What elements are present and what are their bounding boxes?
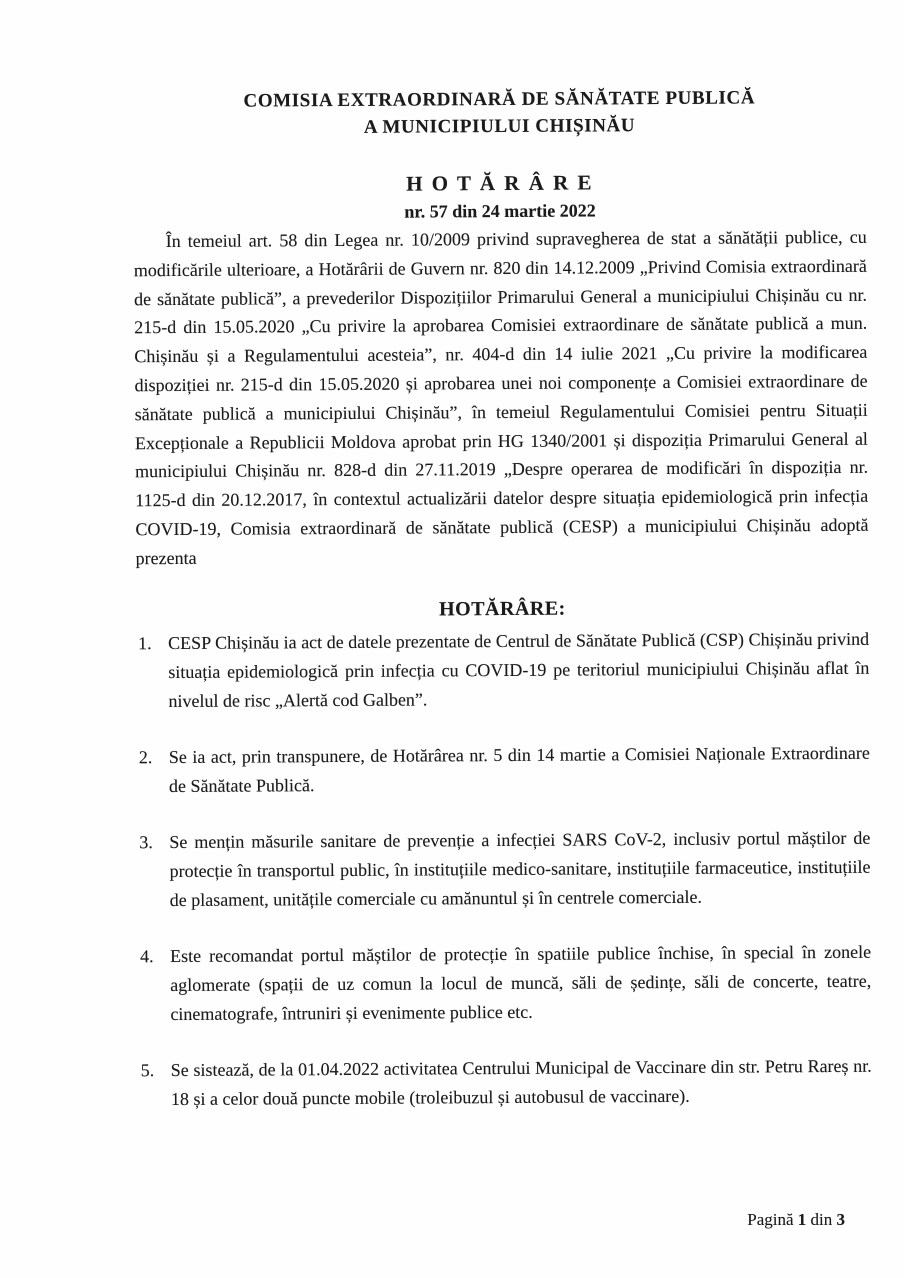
item-text: CESP Chișinău ia act de datele prezentate de Centrul de Sănătate Publică (CSP) Chișinău privind situația epidemiologică prin infecția cu COVID-19 pe teritoriul municipiului Chișinău aflat în nivelul de risc „Alertă cod Galben”.: [168, 628, 870, 711]
item-number: 4.: [139, 945, 154, 966]
footer-label: Pagină: [747, 1210, 794, 1229]
item-text: Se mențin măsurile sanitare de prevenție a infecției SARS CoV-2, inclusiv portul măștilor de protecție în transportul public, în instituțiile medico-sanitare, instituțiile farmaceutice, instituțiile de plasament, unitățile comerciale cu amănuntul și în centrele comerciale.: [169, 827, 871, 910]
item-number: 5.: [140, 1059, 155, 1080]
preamble-paragraph: În temeiul art. 58 din Legea nr. 10/2009 privind supravegherea de stat a sănătății publice, cu modificările ulterioare, a Hotărârii de Guvern nr. 820 din 14.12.2009 „Privind Comisia extraordinară de sănătate publică”, a prevederilor Dispozițiilor Primarului General a municipiului Chișinău cu nr. 215-d din 15.05.2020 „Cu privire la aprobarea Comisiei extraordinare de sănătate publică a mun. Chișinău și a Regulamentului acesteia”, nr. 404-d din 14 iulie 2021 „Cu privire la modificarea dispoziției nr. 215-d din 15.05.2020 și aprobarea unei noi componențe a Comisiei extraordinare de sănătate publică a municipiului Chișinău”, în temeiul Regulamentului Comisiei pentru Situații Excepționale a Republicii Moldova aprobat prin HG 1340/2001 și dispoziția Primarului General al municipiului Chișinău nr. 828-d din 27.11.2019 „Despre operarea de modificări în dispoziția nr. 1125-d din 20.12.2017, în contextul actualizării datelor despre situația epidemiologică prin infecția COVID-19, Comisia extraordinară de sănătate publică (CESP) a municipiului Chișinău adoptă prezenta: [133, 226, 869, 569]
footer-total-pages: 3: [836, 1210, 845, 1229]
footer-separator: din: [810, 1210, 833, 1229]
header-line-2: A MUNICIPIULUI CHIȘINĂU: [363, 115, 636, 138]
decision-item-4: [138, 937, 872, 1028]
item-text: Se ia act, prin transpunere, de Hotărârea nr. 5 din 14 martie a Comisiei Naționale Extraordinare de Sănătate Publică.: [168, 742, 870, 796]
decision-item-2: [137, 738, 870, 800]
decision-item-5: [139, 1051, 872, 1113]
item-number: 3.: [139, 831, 153, 852]
resolution-heading: HOTĂRÂRE:: [438, 597, 566, 620]
page-footer: [747, 1210, 845, 1230]
item-number: 2.: [138, 746, 153, 767]
decision-item-3: [137, 823, 871, 914]
item-number: 1.: [138, 632, 152, 653]
decision-items-list: [136, 624, 872, 1113]
decision-item-1: [136, 624, 870, 715]
header-line-1: COMISIA EXTRAORDINARĂ DE SĂNĂTATE PUBLICĂ: [243, 87, 756, 112]
item-text: Se sistează, de la 01.04.2022 activitatea Centrului Municipal de Vaccinare din str. Petru Rareș nr. 18 și a celor două puncte mobile (troleibuzul și autobusul de vaccinare).: [170, 1055, 872, 1109]
footer-current-page: 1: [797, 1210, 807, 1229]
item-text: Este recomandat portul măștilor de protecție în spatiile publice închise, în special în zonele aglomerate (spații de uz comun la locul de muncă, săli de ședințe, săli de concerte, teatre, cinematografe, întruniri și evenimente publice etc.: [169, 941, 872, 1024]
document-header: [133, 84, 866, 142]
decision-number-date: nr. 57 din 24 martie 2022: [404, 200, 596, 222]
decision-title: H O T Ă R Â R E: [406, 170, 594, 196]
document-content: [132, 0, 872, 1141]
